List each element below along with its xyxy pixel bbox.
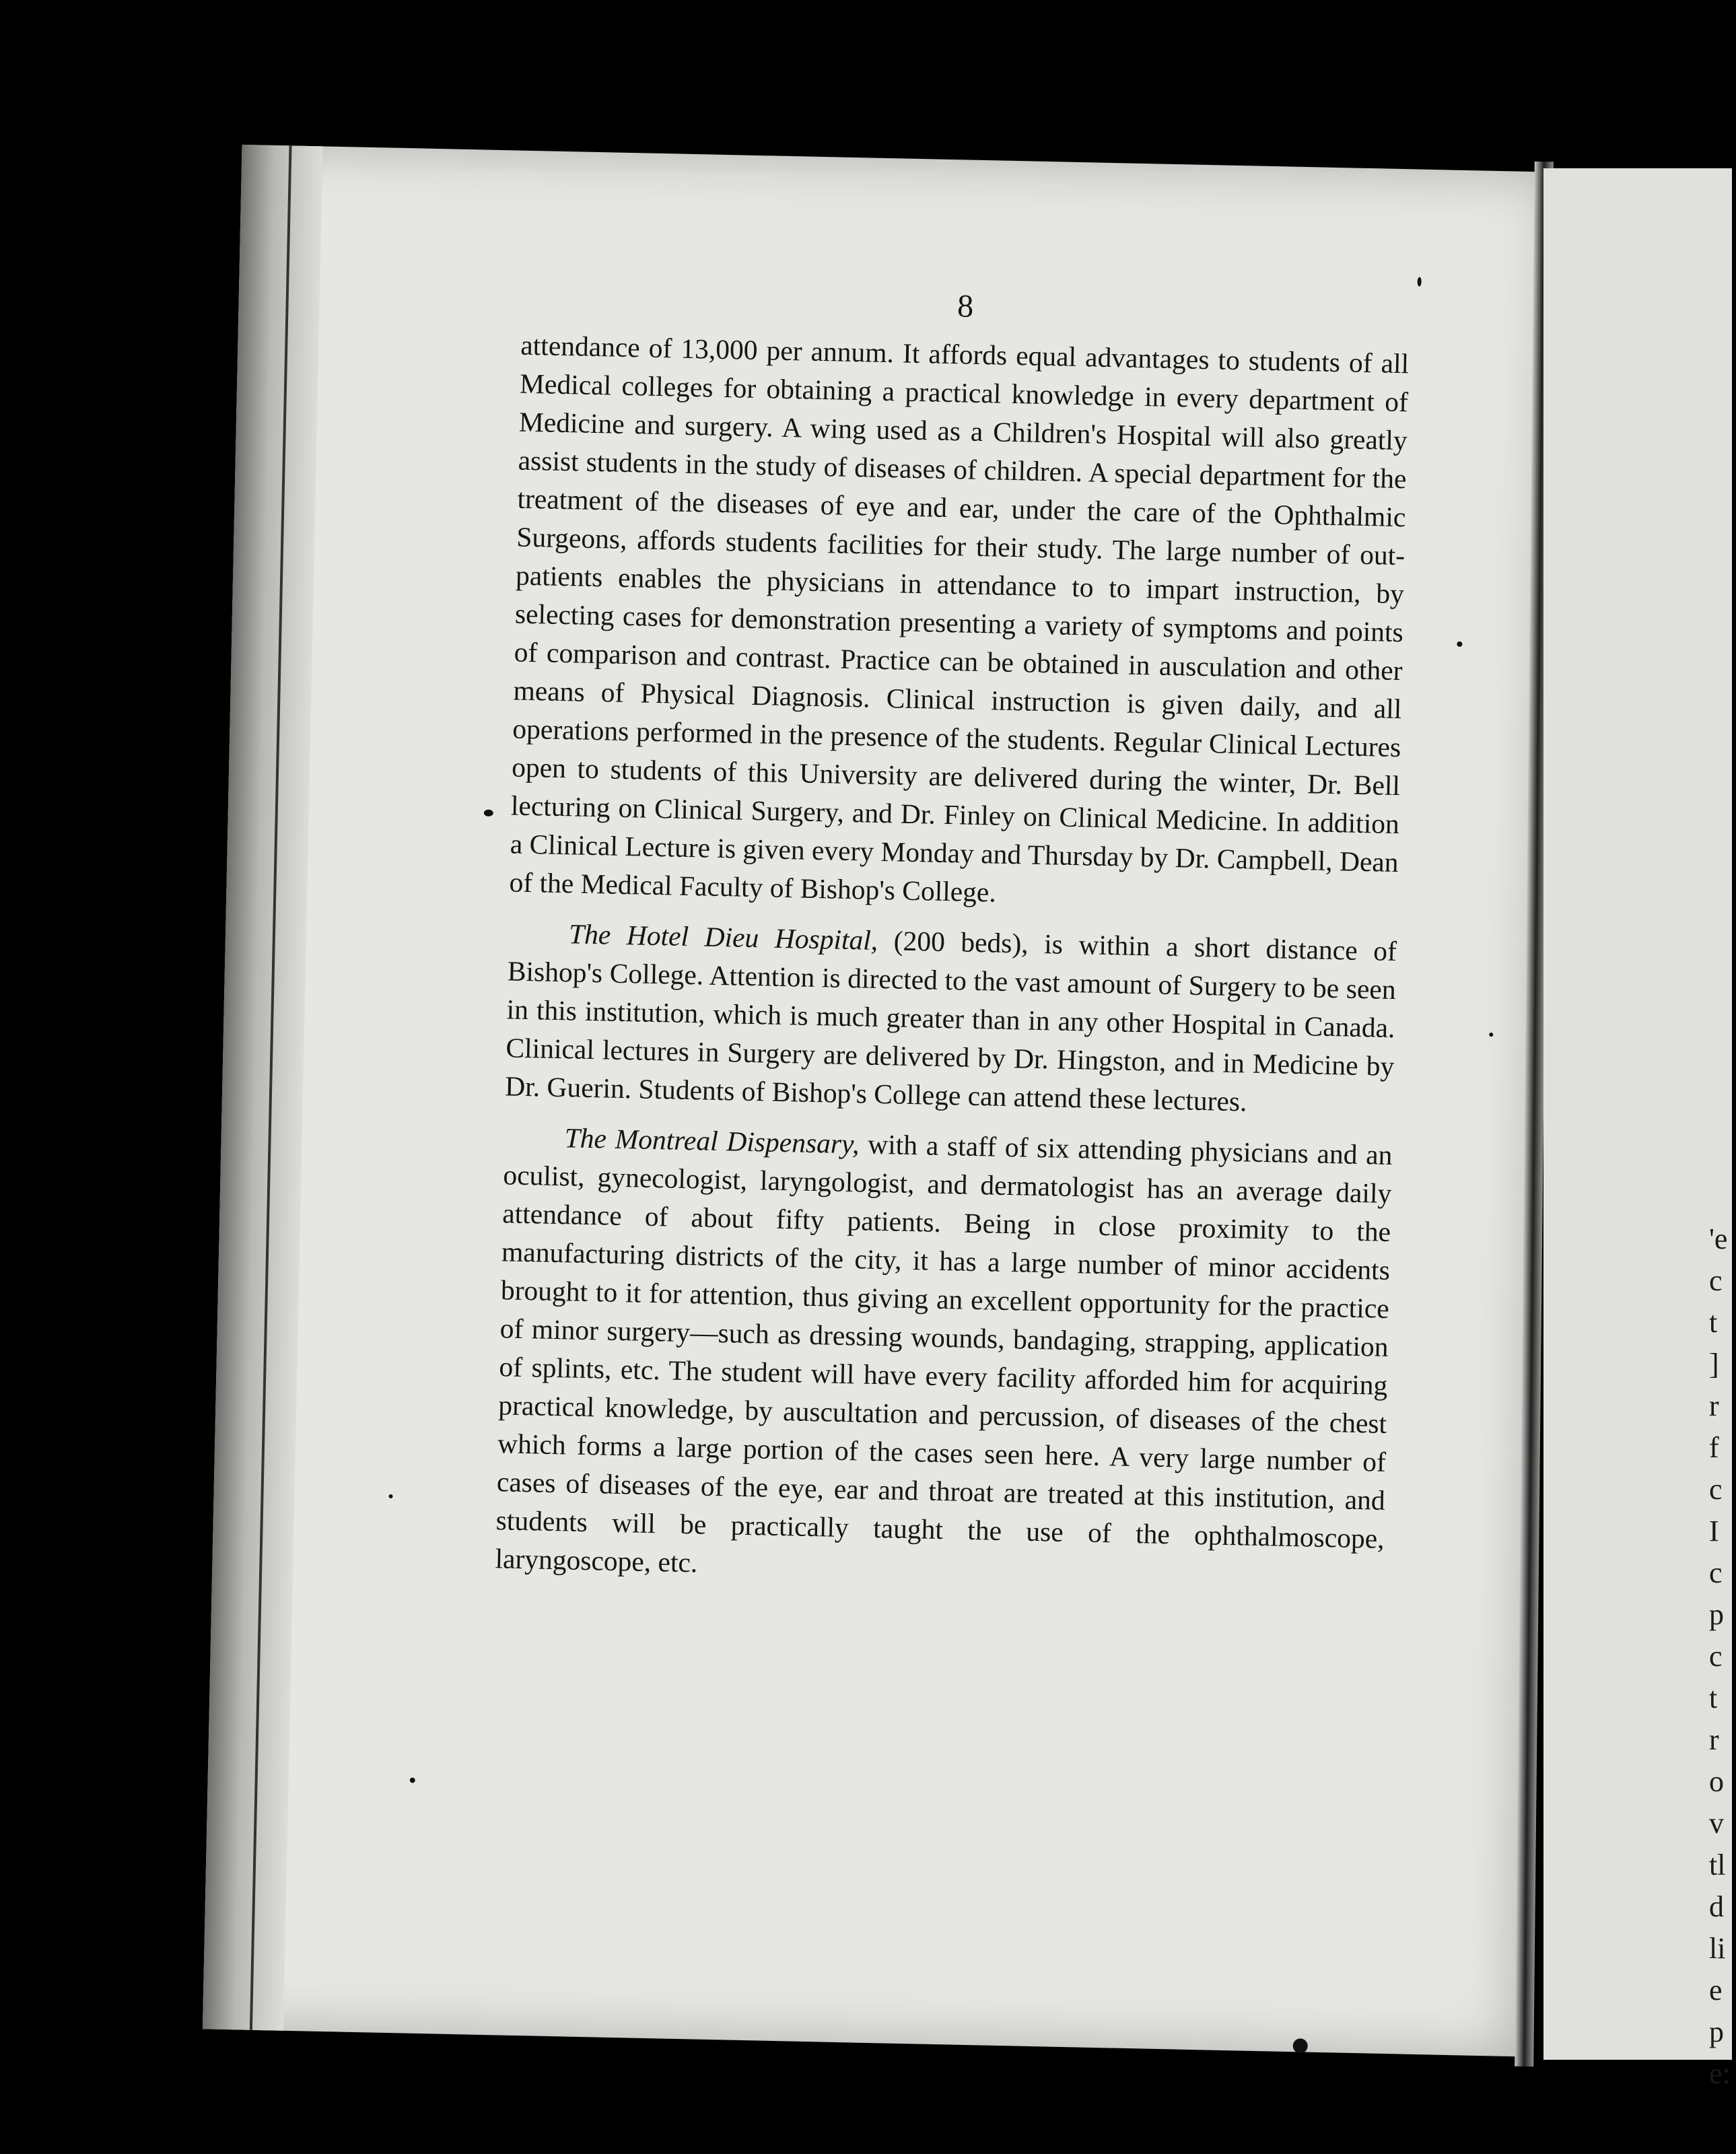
edge-letter: 'e: [1709, 1222, 1728, 1255]
edge-letter: e:: [1709, 2057, 1731, 2090]
edge-letter: ]: [1709, 1348, 1719, 1381]
edge-letter: c: [1709, 1264, 1723, 1297]
next-page-letters: [1709, 1218, 1736, 2095]
paragraph-text: (200 beds), is within a short distance of Bishop's College. Attention is directed to the vast amount of Surgery to be seen in this institution, which is much greater than in any other Hospital in Canada. Clinical lectures in Surgery are delivered by Dr. Hingston, and in Medicine by Dr. Guerin. Students of Bishop's College can attend these lectures.: [504, 924, 1397, 1117]
book-page: [203, 145, 1554, 2056]
edge-letter: I: [1709, 1515, 1719, 1548]
edge-letter: c: [1709, 1473, 1723, 1506]
dust-speck: [1292, 2038, 1307, 2053]
edge-letter: r: [1709, 1389, 1719, 1422]
edge-letter: li: [1709, 1932, 1726, 1965]
edge-letter: p: [1709, 1598, 1724, 1631]
edge-letter: f: [1709, 1431, 1719, 1464]
edge-letter: c: [1709, 1556, 1723, 1589]
paragraph-text: with a staff of six attending physicians and an oculist, gynecologist, laryngologist, and dermatologist has an average daily attendance of about fifty patients. Being in close proximity to the manufacturing districts of the city, it has a large number of minor accidents brought to it for attention, thus giving an excellent opportunity for the practice of minor surgery—such as dressing wounds, bandaging, strapping, application of splints, etc. The student will have every facility afforded him for acquiring practical knowledge, by auscultation and percussion, of diseases of the chest which forms a large portion of the cases seen here. A very large number of cases of diseases of the eye, ear and throat are treated at this institution, and students will be practically taught the use of the ophthalmoscope, laryngoscope, etc.: [495, 1128, 1393, 1578]
dust-speck: [484, 810, 493, 817]
edge-letter: p: [1709, 2015, 1724, 2048]
edge-letter: r: [1709, 1723, 1719, 1756]
dust-speck: [1489, 1033, 1493, 1037]
edge-letter: v: [1709, 1807, 1724, 1840]
paragraph-text: attendance of 13,000 per annum. It affords equal advantages to students of all Medical colleges for obtaining a practical knowledge in every department of Medicine and surgery. A wing used as a Children's Hospital will also greatly assist students in the study of diseases of children. A special department for the treatment of the diseases of eye and ear, under the care of the Ophthalmic Surgeons, affords students facilities for their study. The large number of out-patients enables the physicians in attendance to to impart instruction, by selecting cases for demonstration presenting a variety of symptoms and points of comparison and contrast. Practice can be obtained in ausculation and other means of Physical Diagnosis. Clinical instruction is given daily, and all operations performed in the presence of the students. Regular Clinical Lectures open to students of this University are delivered during the winter, Dr. Bell lecturing on Clinical Surgery, and Dr. Finley on Clinical Medicine. In addition a Clinical Lecture is given every Monday and Thursday by Dr. Campbell, Dean of the Medical Faculty of Bishop's College.: [509, 329, 1410, 908]
page-content: [495, 279, 1410, 1597]
montreal-dispensary-title: The Montreal Dispensary,: [564, 1122, 860, 1160]
paragraph-montreal-dispensary: [495, 1117, 1393, 1596]
edge-letter: c: [1709, 1640, 1723, 1673]
dust-speck: [388, 1494, 392, 1498]
dust-speck: [1457, 641, 1462, 647]
paragraph-hospital-attendance: [509, 326, 1410, 920]
edge-letter: t: [1709, 1681, 1718, 1714]
paragraph-hotel-dieu: [505, 913, 1397, 1124]
dust-speck: [410, 1778, 415, 1783]
page-number: 8: [957, 288, 975, 324]
edge-letter: d: [1709, 1890, 1724, 1923]
edge-letter: t: [1709, 1306, 1718, 1339]
dust-speck: [1418, 277, 1422, 287]
edge-letter: e: [1709, 1974, 1723, 2007]
edge-letter: tl: [1709, 1848, 1726, 1881]
edge-letter: o: [1709, 1765, 1724, 1798]
next-page-edge: [1543, 168, 1732, 2090]
hotel-dieu-title: The Hotel Dieu Hospital,: [568, 918, 878, 956]
